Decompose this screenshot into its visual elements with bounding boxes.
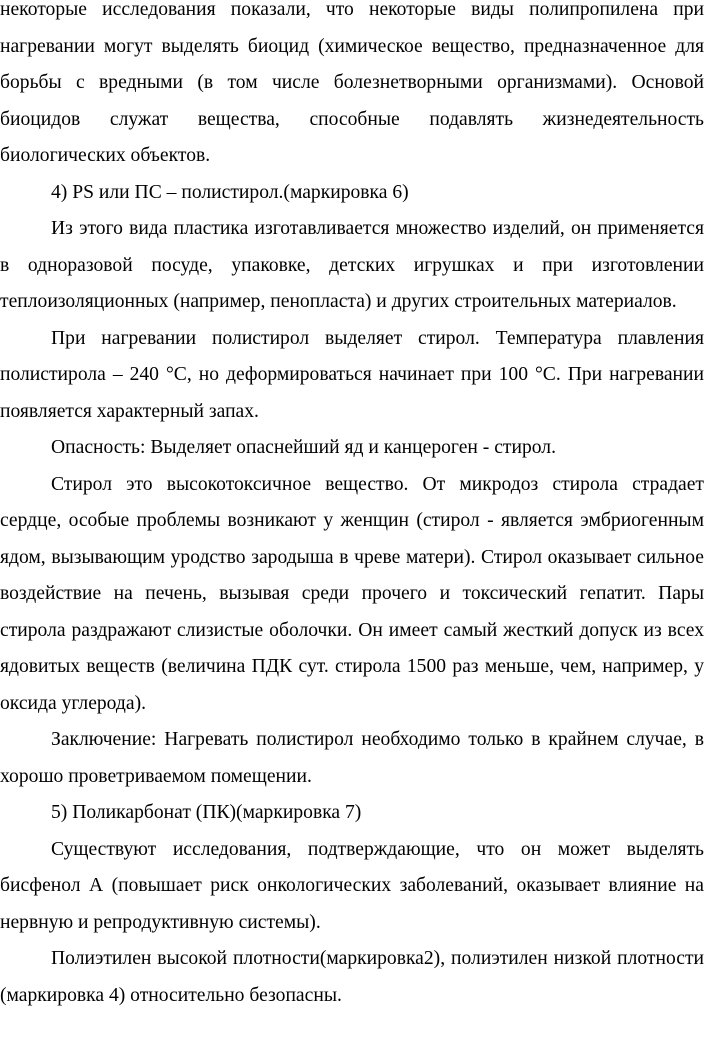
paragraph-polystyrene-conclusion: Заключение: Нагревать полистирол необходимо только в крайнем случае, в хорошо проветриваемом помещении. — [0, 729, 704, 787]
paragraph-polystyrene-heating: При нагревании полистирол выделяет стирол. Температура плавления полистирола – 240 °С, но деформироваться начинает при 100 °С. При нагревании появляется характерный запах. — [0, 327, 704, 422]
paragraph-styrene-toxicity: Стирол это высокотоксичное вещество. От микродоз стирола страдает сердце, особые проблемы возникают у женщин (стирол - является эмбриогенным ядом, вызывающим уродство зародыша в чреве матери). Стирол оказывает сильное воздействие на печень, вызывая среди прочего и токсический гепатит. Пары стирола раздражают слизистые оболочки. Он имеет самый жесткий допуск из всех ядовитых веществ (величина ПДК сут. стирола 1500 раз меньше, чем, например, у оксида углерода). — [0, 473, 704, 714]
paragraph-polyethylene-safety: Полиэтилен высокой плотности(маркировка2), полиэтилен низкой плотности (маркировка 4) относительно безопасны. — [0, 948, 704, 1006]
paragraph-polypropylene-biocide: некоторые исследования показали, что некоторые виды полипропилена при нагревании могут выделять биоцид (химическое вещество, предназначенное для борьбы с вредными (в том числе болезнетворными организмами). Основой биоцидов служат вещества, способные подавлять жизнедеятельность биологических объектов. — [0, 0, 704, 166]
heading-polycarbonate: 5) Поликарбонат (ПК)(маркировка 7) — [51, 802, 362, 823]
heading-polystyrene: 4) PS или ПС – полистирол.(маркировка 6) — [51, 181, 409, 203]
paragraph-polystyrene-danger: Опасность: Выделяет опаснейший яд и канцероген - стирол. — [51, 437, 556, 458]
paragraph-polycarbonate-bisphenol: Существуют исследования, подтверждающие, что он может выделять бисфенол А (повышает риск онкологических заболеваний, оказывает влияние на нервную и репродуктивную системы). — [0, 838, 704, 933]
paragraph-polystyrene-uses: Из этого вида пластика изготавливается множество изделий, он применяется в одноразовой посуде, упаковке, детских игрушках и при изготовлении теплоизоляционных (например, пенопласта) и других строительных материалов. — [0, 218, 704, 312]
